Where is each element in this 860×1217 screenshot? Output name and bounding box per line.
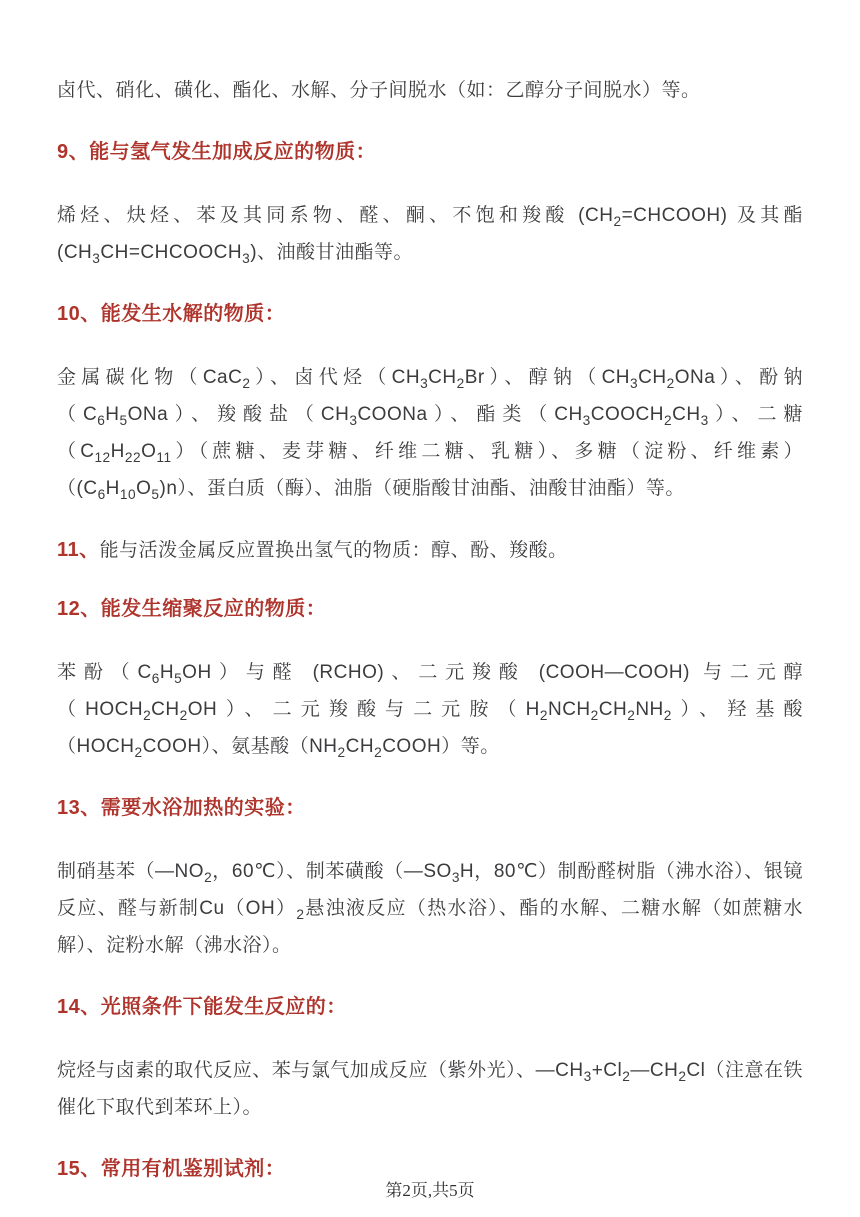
section-11-heading bbox=[57, 537, 803, 564]
section-13-heading bbox=[57, 795, 803, 821]
section-9 bbox=[57, 139, 803, 271]
section-9-number: 9、 bbox=[57, 141, 90, 163]
section-12-title: 能发生缩聚反应的物质： bbox=[100, 598, 327, 620]
section-13-body: 制硝基苯（$—NO_2$，60℃）、制苯磺酸（$—SO_3H$，80℃）制酚醛树脂（沸水浴）、银镜反应、醛与新制$Cu(OH)_2$悬浊液反应（热水浴）、酯的水解、二糖水解（如蔗糖水解）、淀粉水解（沸水浴）。 bbox=[57, 861, 803, 956]
paragraph-intro: 卤代、硝化、磺化、酯化、水解、分子间脱水（如：乙醇分子间脱水）等。 bbox=[57, 80, 701, 101]
section-10-body: 金属碳化物（CaC$_2$）、卤代烃$(CH_3CH_2Br)$、醇钠$(CH_3CH_2ONa)$、酚钠$(C_6H_5ONa)$、羧酸盐$(CH_3COONa)$、酯类$(CH_3COOCH_2CH_3)$、二糖$(C_{12}H_{22}O_{11})$（蔗糖、麦芽糖、纤维二糖、乳糖）、多糖（淀粉、纤维素）$((C_6H_{10}O_5)n)$、蛋白质（酶）、油脂（硬脂酸甘油酯、油酸甘油酯）等。 bbox=[57, 367, 803, 502]
section-9-title: 能与氢气发生加成反应的物质： bbox=[89, 141, 377, 163]
section-10-heading bbox=[57, 301, 803, 327]
section-11-number: 11、 bbox=[57, 539, 100, 561]
section-12-body: 苯酚$(C_6H_5OH)$与醛 (RCHO)、二元羧酸 (COOH—COOH) 与二元醇$(HOCH_2CH_2OH)$、二元羧酸与二元胺$(H_2NCH_2CH_2NH_2)$、羟基酸$(HOCH_2COOH)$、氨基酸$(NH_2CH_2COOH)$等。 bbox=[57, 662, 803, 760]
section-15-number: 15、 bbox=[57, 1158, 101, 1180]
section-13 bbox=[57, 795, 803, 964]
section-10-number: 10、 bbox=[57, 303, 101, 325]
section-9-body: 烯烃、炔烃、苯及其同系物、醛、酮、不饱和羧酸 $(CH_2=CHCOOH)$ 及其酯 $(CH_3CH=CHCOOCH_3)$、油酸甘油酯等。 bbox=[57, 205, 803, 266]
section-11 bbox=[57, 537, 803, 564]
section-12-heading bbox=[57, 596, 803, 622]
section-9-heading bbox=[57, 139, 803, 165]
section-15-title: 常用有机鉴别试剂： bbox=[100, 1158, 286, 1180]
section-14-number: 14、 bbox=[57, 996, 101, 1018]
section-14-heading bbox=[57, 994, 803, 1020]
section-11-title: 能与活泼金属反应置换出氢气的物质：醇、酚、羧酸。 bbox=[99, 540, 568, 561]
page-number: 第2页,共5页 bbox=[385, 1181, 475, 1200]
section-14-body: 烷烃与卤素的取代反应、苯与氯气加成反应（紫外光）、$—CH_3+Cl_2—CH_2Cl$（注意在铁催化下取代到苯环上）。 bbox=[57, 1060, 803, 1118]
section-12 bbox=[57, 596, 803, 765]
section-10-title: 能发生水解的物质： bbox=[100, 303, 286, 325]
section-10 bbox=[57, 301, 803, 507]
section-13-title: 需要水浴加热的实验： bbox=[100, 797, 306, 819]
section-12-number: 12、 bbox=[57, 598, 101, 620]
section-14 bbox=[57, 994, 803, 1126]
section-14-title: 光照条件下能发生反应的： bbox=[100, 996, 347, 1018]
section-13-number: 13、 bbox=[57, 797, 101, 819]
